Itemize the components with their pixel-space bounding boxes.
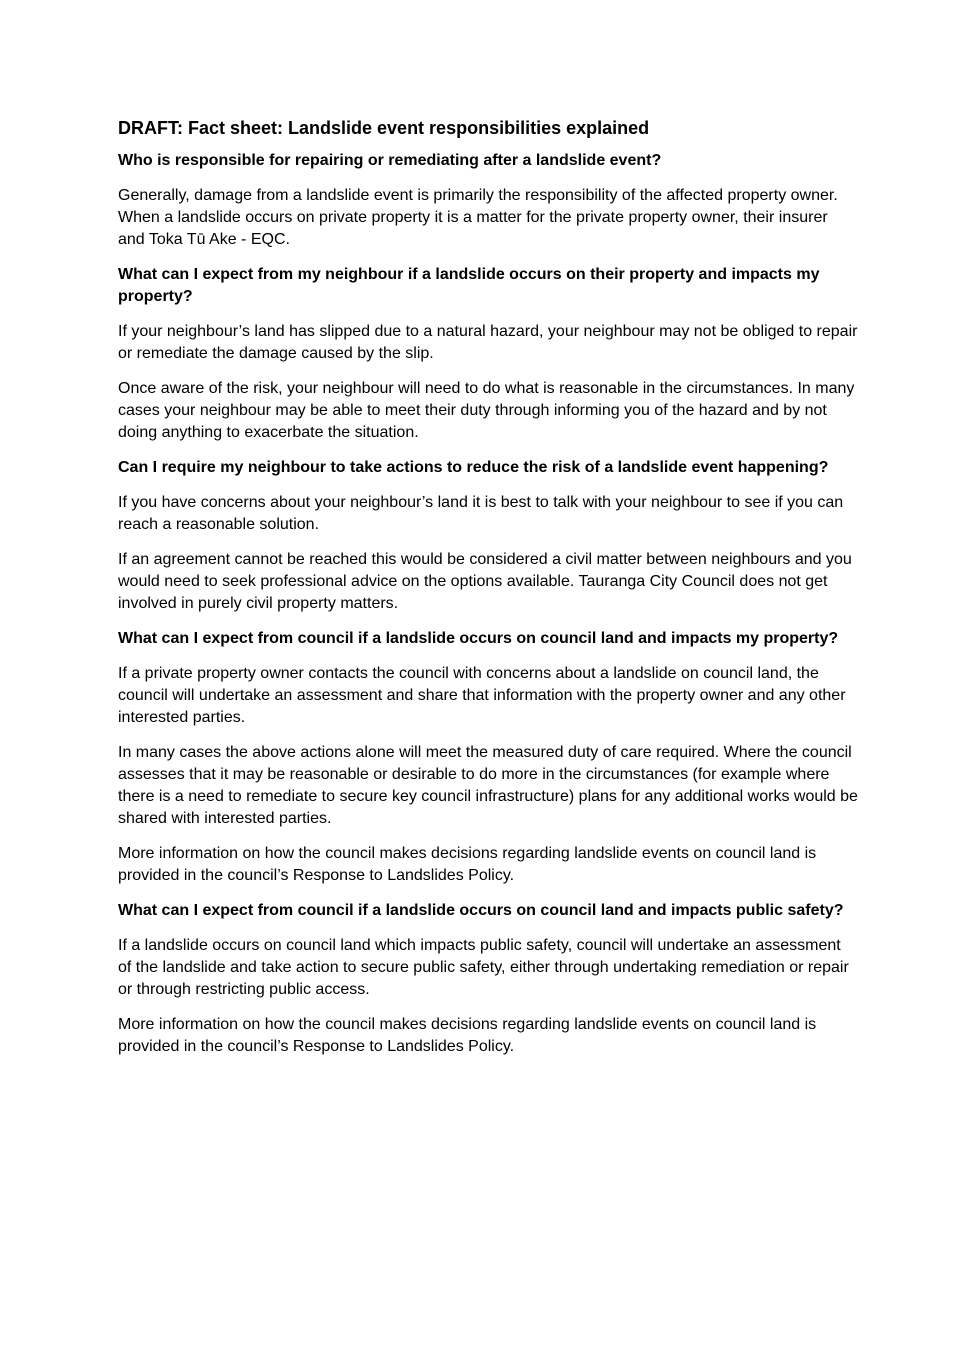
- section-heading: What can I expect from my neighbour if a landslide occurs on their property and impacts my property?: [118, 266, 820, 305]
- section-paragraph: More information on how the council makes decisions regarding landslide events on council land is provided in the council’s Response to Landslides Policy.: [118, 1016, 817, 1055]
- section-paragraph: Once aware of the risk, your neighbour will need to do what is reasonable in the circumstances. In many cases your neighbour may be able to meet their duty through informing you of the hazard and by not doing anything to exacerbate the situation.: [118, 380, 855, 441]
- section-paragraph: If a landslide occurs on council land which impacts public safety, council will undertake an assessment of the landslide and take action to secure public safety, either through undertaking remediation or repair or through restricting public access.: [118, 937, 849, 998]
- section-paragraph: If a private property owner contacts the council with concerns about a landslide on council land, the council will undertake an assessment and share that information with the property owner and any other interested parties.: [118, 665, 846, 726]
- document-page: [118, 116, 858, 1071]
- section-heading: Who is responsible for repairing or remediating after a landslide event?: [118, 152, 662, 169]
- section-paragraph: In many cases the above actions alone will meet the measured duty of care required. Where the council assesses that it may be reasonable or desirable to do more in the circumstances (for example where there is a need to remediate to secure key council infrastructure) plans for any additional works would be shared with interested parties.: [118, 744, 858, 827]
- section-responsibility: [118, 150, 858, 251]
- section-council-property-impact: [118, 628, 858, 887]
- section-neighbour-expectations: [118, 264, 858, 444]
- section-heading: What can I expect from council if a landslide occurs on council land and impacts my property?: [118, 630, 839, 647]
- section-paragraph: Generally, damage from a landslide event is primarily the responsibility of the affected property owner. When a landslide occurs on private property it is a matter for the private property owner, their insurer and Toka Tū Ake - EQC.: [118, 187, 838, 248]
- section-paragraph: If your neighbour’s land has slipped due to a natural hazard, your neighbour may not be obliged to repair or remediate the damage caused by the slip.: [118, 323, 858, 362]
- section-heading: Can I require my neighbour to take actions to reduce the risk of a landslide event happening?: [118, 459, 829, 476]
- section-neighbour-actions: [118, 457, 858, 615]
- section-heading: What can I expect from council if a landslide occurs on council land and impacts public safety?: [118, 902, 844, 919]
- section-paragraph: If an agreement cannot be reached this would be considered a civil matter between neighbours and you would need to seek professional advice on the options available. Tauranga City Council does not get involved in purely civil property matters.: [118, 551, 852, 612]
- document-title: DRAFT: Fact sheet: Landslide event responsibilities explained: [118, 118, 650, 138]
- section-council-public-safety: [118, 900, 858, 1058]
- section-paragraph: If you have concerns about your neighbour’s land it is best to talk with your neighbour to see if you can reach a reasonable solution.: [118, 494, 844, 533]
- section-paragraph: More information on how the council makes decisions regarding landslide events on council land is provided in the council’s Response to Landslides Policy.: [118, 845, 817, 884]
